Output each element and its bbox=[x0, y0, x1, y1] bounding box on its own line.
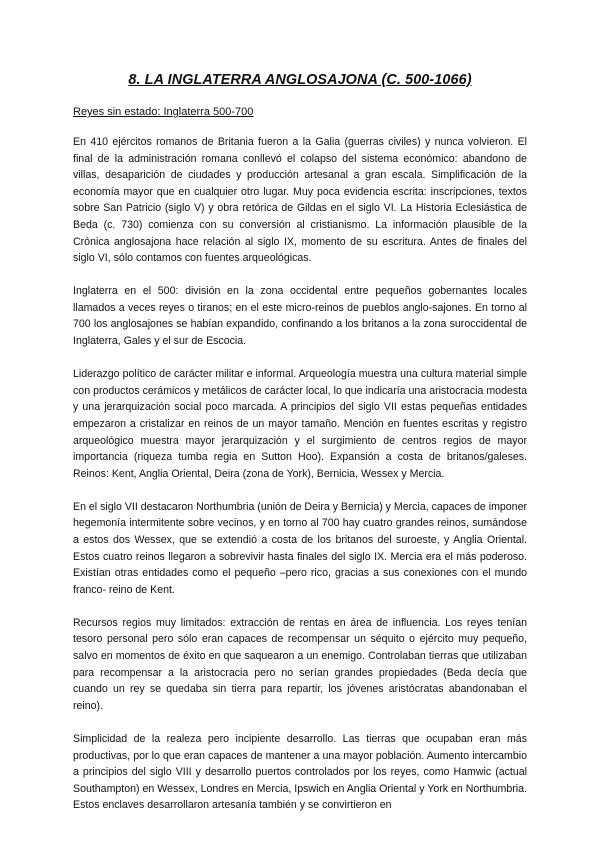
paragraph-4: En el siglo VII destacaron Northumbria (unión de Deira y Bernicia) y Mercia, capaces de imponer hegemonía intermitente sobre vecinos, y en torno al 700 hay cuatro grandes reinos, sumándose a estos dos Wessex, que se extendió a costa de los britanos del suroeste, y Anglia Oriental. Estos cuatro reinos llegaron a sobrevivir hasta finales del siglo IX. Mercia era el más poderoso. Existían otras entidades como el pequeño –pero rico, gracias a sus conexiones con el mundo franco- reino de Kent. bbox=[73, 500, 527, 596]
paragraph-1: En 410 ejércitos romanos de Britania fueron a la Galia (guerras civiles) y nunca volvieron. El final de la administración romana conllevó el colapso del sistema económico: abandono de villas, desaparición de ciudades y producción artesanal a gran escala. Simplificación de la economía mayor que en cualquier otro lugar. Muy poca evidencia escrita: inscripciones, textos sobre San Patricio (siglo V) y obra retórica de Gildas en el siglo VI. La Historia Eclesiástica de Beda (c. 730) comienza con su conversión al cristianismo. La información plausible de la Crónica anglosajona hace relación al siglo IX, momento de su escritura. Antes de finales del siglo VI, sólo contamos con fuentes arqueológicas. bbox=[73, 136, 527, 265]
paragraph-6: Simplicidad de la realeza pero incipiente desarrollo. Las tierras que ocupaban eran más productivas, por lo que eran capaces de mantener a una mayor población. Aumento intercambio a principios del siglo VIII y desarrollo puertos controlados por los reyes, como Hamwic (actual Southampton) en Wessex, Londres en Mercia, Ipswich en Anglia Oriental y York en Northumbria. Estos enclaves desarrollaron artesanía también y se convirtieron en bbox=[73, 732, 527, 812]
section-subtitle: Reyes sin estado: Inglaterra 500-700 bbox=[73, 106, 254, 118]
document-page bbox=[73, 70, 527, 830]
paragraph-2: Inglaterra en el 500: división en la zona occidental entre pequeños gobernantes locales llamados a veces reyes o tiranos; en el este micro-reinos de pueblos anglo-sajones. En torno al 700 los anglosajones se habían expandido, confinando a los britanos a la zona suroccidental de Inglaterra, Gales y el sur de Escocia. bbox=[73, 285, 527, 348]
document-title: 8. LA INGLATERRA ANGLOSAJONA (C. 500-1066) bbox=[128, 72, 472, 88]
paragraph-3: Liderazgo político de carácter militar e informal. Arqueología muestra una cultura material simple con productos cerámicos y metálicos de carácter local, lo que indicaría una aristocracia modesta y una jerarquización social poco marcada. A principios del siglo VII estas pequeñas entidades empezaron a cristalizar en reinos de un mayor tamaño. Mención en fuentes escritas y registro arqueológico muestra mayor jerarquización y el surgimiento de centros regios de mayor importancia (riqueza tumba regia en Sutton Hoo). Expansión a costa de britanos/galeses. Reinos: Kent, Anglia Oriental, Deira (zona de York), Bernicia, Wessex y Mercia. bbox=[73, 368, 527, 480]
paragraph-5: Recursos regios muy limitados: extracción de rentas en área de influencia. Los reyes tenían tesoro personal pero sólo eran capaces de recompensar un séquito o ejército muy pequeño, salvo en momentos de éxito en que saquearon a un enemigo. Controlaban tierras que utilizaban para recompensar a la aristocracia pero no serían grandes propiedades (Beda decía que cuando un rey se quedaba sin tierra para repartir, los jóvenes aristócratas abandonaban el reino). bbox=[73, 616, 527, 712]
